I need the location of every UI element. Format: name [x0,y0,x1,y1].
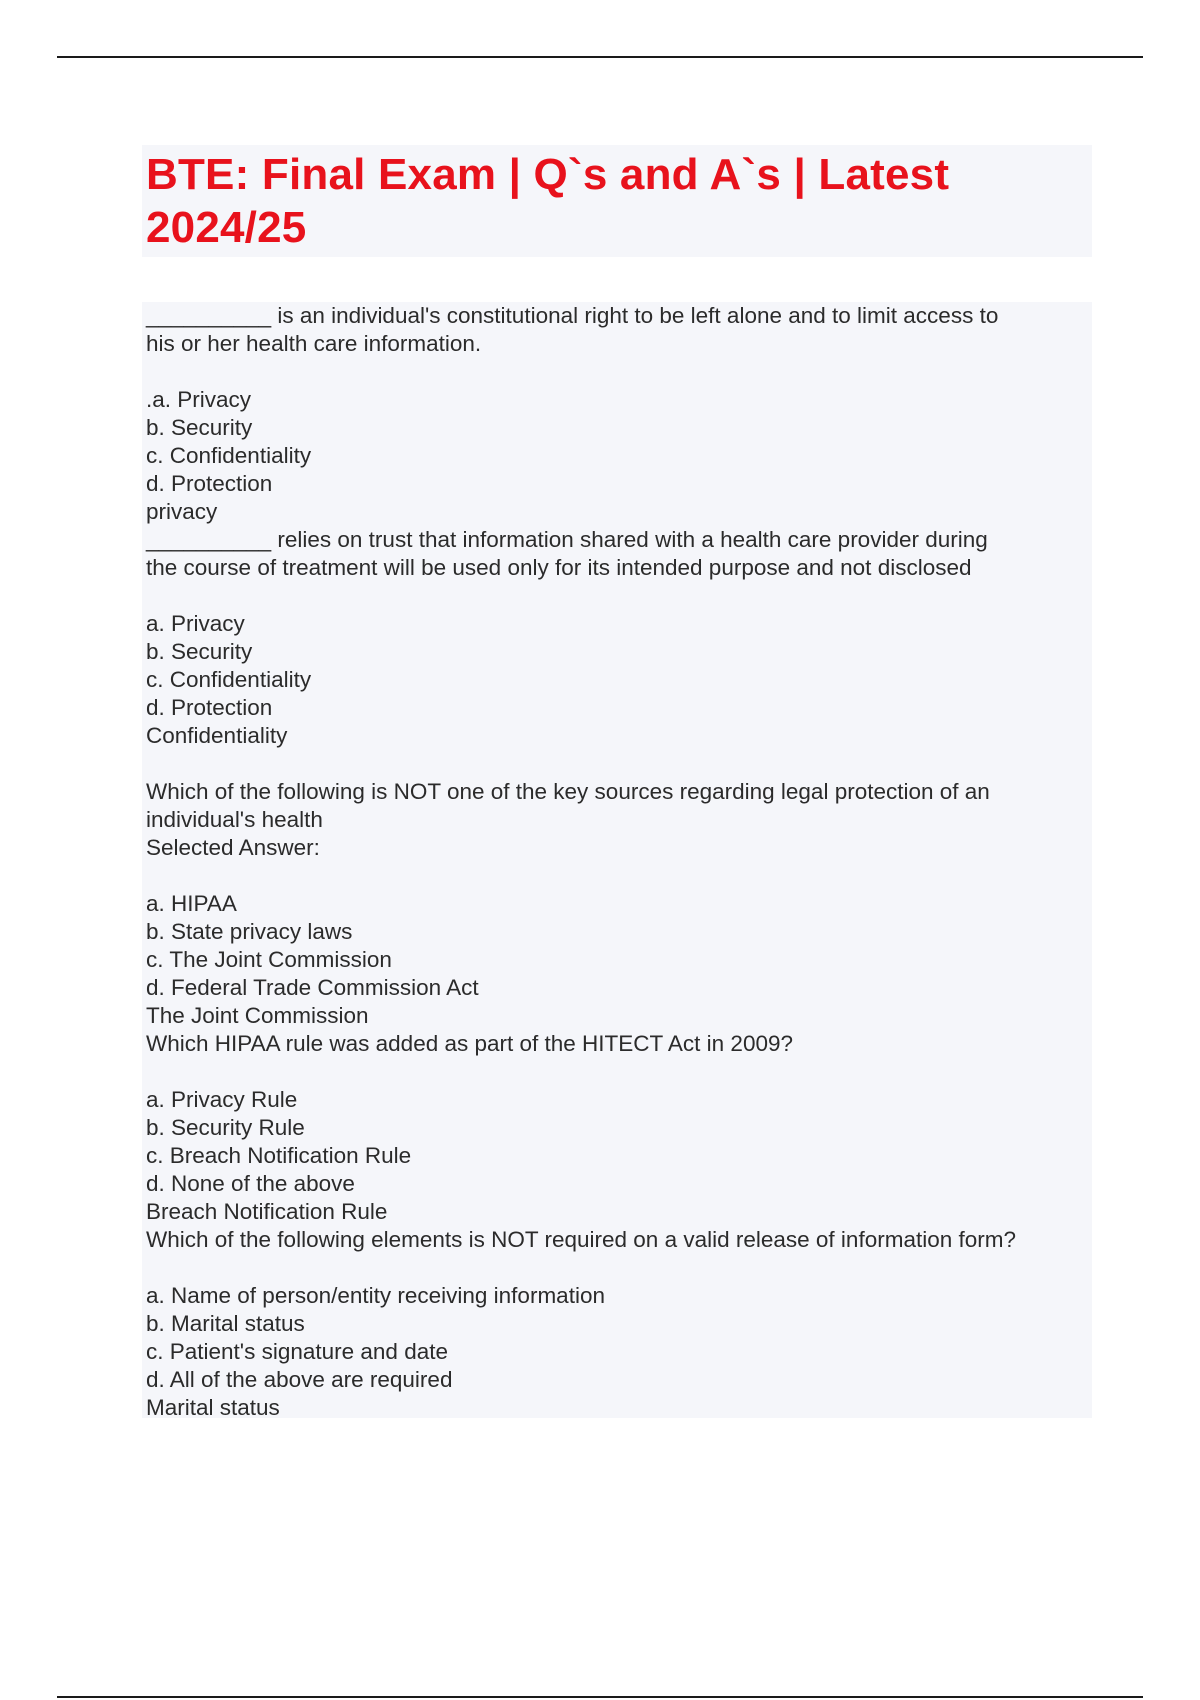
question-2-option-a: a. Privacy [146,611,245,636]
question-5-option-d: d. All of the above are required [146,1367,453,1392]
spacer [146,1254,1088,1282]
question-1-option-a: .a. Privacy [146,387,252,412]
question-3-prompt-line-1: Which of the following is NOT one of the key sources regarding legal protection of an [146,779,990,804]
question-2-option-c: c. Confidentiality [146,667,312,692]
question-3-option-b: b. State privacy laws [146,919,353,944]
question-3-prompt-line-3: Selected Answer: [146,835,320,860]
question-4-option-a: a. Privacy Rule [146,1087,298,1112]
spacer [146,1058,1088,1086]
bottom-rule [57,1696,1143,1698]
spacer [146,750,1088,778]
question-1-option-d: d. Protection [146,471,273,496]
question-2-prompt-line-1: __________ relies on trust that information shared with a health care provider during [146,527,988,552]
question-4-option-c: c. Breach Notification Rule [146,1143,412,1168]
question-3-prompt-line-2: individual's health [146,807,323,832]
spacer [146,358,1088,386]
document-title: BTE: Final Exam | Q`s and A`s | Latest 2024/25 [146,150,950,252]
question-4-option-b: b. Security Rule [146,1115,305,1140]
question-4-answer: Breach Notification Rule [146,1199,388,1224]
question-1-option-b: b. Security [146,415,253,440]
question-3-option-c: c. The Joint Commission [146,947,392,972]
question-1-prompt-line-1: __________ is an individual's constitutional right to be left alone and to limit access to [146,303,999,328]
question-2-prompt-line-2: the course of treatment will be used only for its intended purpose and not disclosed [146,555,972,580]
spacer [146,582,1088,610]
question-1-answer: privacy [146,499,218,524]
question-5-prompt-line-1: Which of the following elements is NOT required on a valid release of information form? [146,1227,1016,1252]
title-block [142,145,1092,257]
question-5-option-b: b. Marital status [146,1311,305,1336]
question-4-prompt-line-1: Which HIPAA rule was added as part of the HITECT Act in 2009? [146,1031,793,1056]
question-1-prompt-line-2: his or her health care information. [146,331,482,356]
question-5-option-a: a. Name of person/entity receiving information [146,1283,605,1308]
question-2-option-d: d. Protection [146,695,273,720]
question-3-answer: The Joint Commission [146,1003,369,1028]
question-2-option-b: b. Security [146,639,253,664]
question-4-option-d: d. None of the above [146,1171,355,1196]
question-3-option-a: a. HIPAA [146,891,237,916]
question-5-option-c: c. Patient's signature and date [146,1339,448,1364]
question-2-answer: Confidentiality [146,723,288,748]
top-rule [57,56,1143,58]
question-3-option-d: d. Federal Trade Commission Act [146,975,479,1000]
question-1-option-c: c. Confidentiality [146,443,312,468]
qa-content [142,302,1092,1418]
question-5-answer: Marital status [146,1395,280,1420]
spacer [146,862,1088,890]
